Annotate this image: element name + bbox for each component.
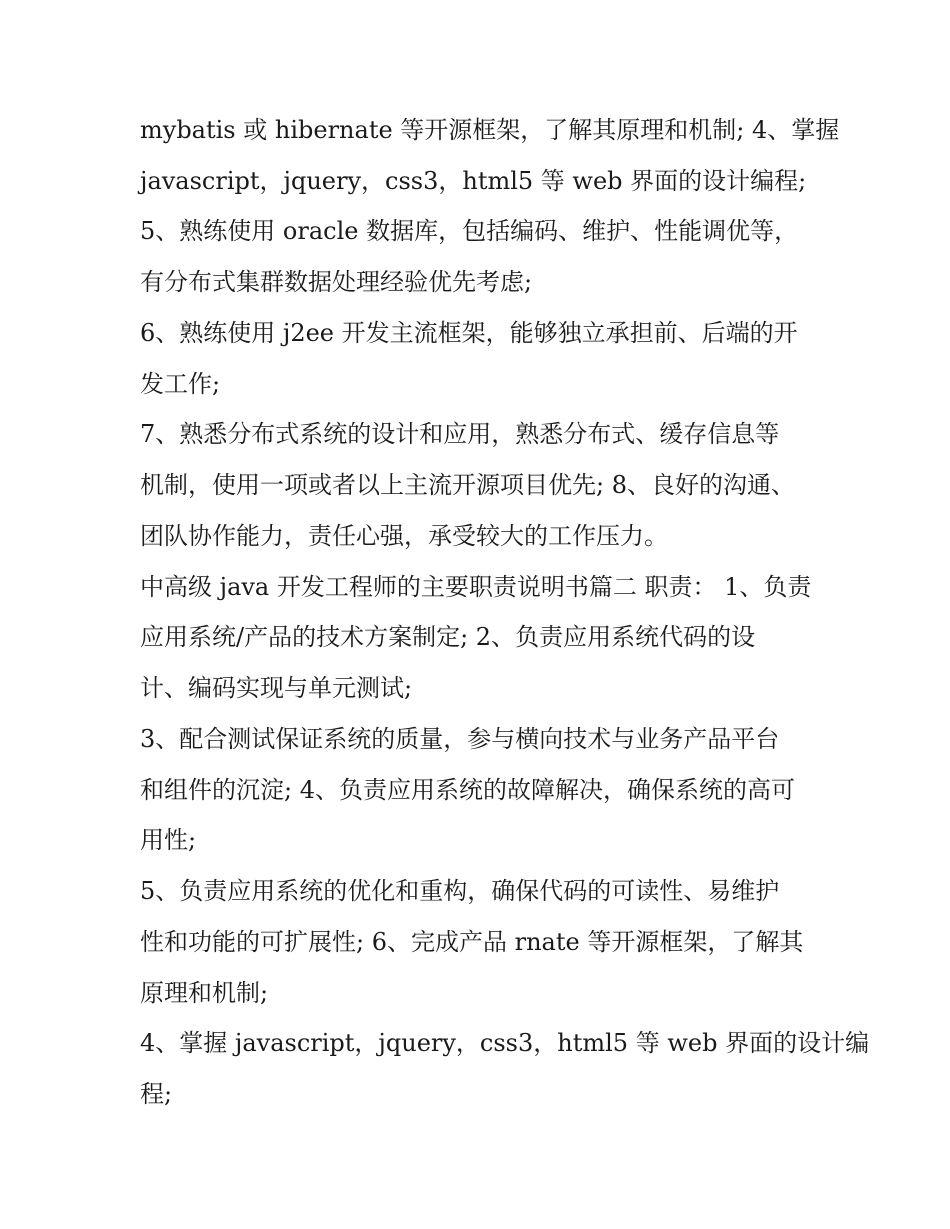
text-line: 性和功能的可扩展性; 6、完成产品 rnate 等开源框架，了解其 [140,928,804,956]
text-line: 5、负责应用系统的优化和重构，确保代码的可读性、易维护 [140,877,780,905]
text-line: 6、熟练使用 j2ee 开发主流框架，能够独立承担前、后端的开 [140,319,798,347]
text-line: 程; [140,1080,173,1108]
text-line: 应用系统/产品的技术方案制定; 2、负责应用系统代码的设 [140,623,756,651]
text-line: 团队协作能力，责任心强，承受较大的工作压力。 [140,522,668,550]
text-line: 中高级 java 开发工程师的主要职责说明书篇二 职责： 1、负责 [140,573,812,601]
text-line: 7、熟悉分布式系统的设计和应用，熟悉分布式、缓存信息等 [140,420,780,448]
text-line: 4、掌握 javascript，jquery，css3，html5 等 web 界面的设计编 [140,1029,870,1057]
text-line: 有分布式集群数据处理经验优先考虑; [140,268,533,296]
text-line: 和组件的沉淀; 4、负责应用系统的故障解决，确保系统的高可 [140,776,795,804]
text-line: mybatis 或 hibernate 等开源框架，了解其原理和机制; 4、掌握 [140,116,840,144]
text-line: 用性; [140,826,197,854]
text-line: 原理和机制; [140,979,269,1007]
text-line: javascript，jquery，css3，html5 等 web 界面的设计编程; [140,167,807,195]
text-line: 5、熟练使用 oracle 数据库，包括编码、维护、性能调优等， [140,217,799,245]
text-line: 计、编码实现与单元测试; [140,674,413,702]
text-line: 3、配合测试保证系统的质量，参与横向技术与业务产品平台 [140,725,780,753]
text-line: 发工作; [140,370,221,398]
text-line: 机制，使用一项或者以上主流开源项目优先; 8、良好的沟通、 [140,471,795,499]
